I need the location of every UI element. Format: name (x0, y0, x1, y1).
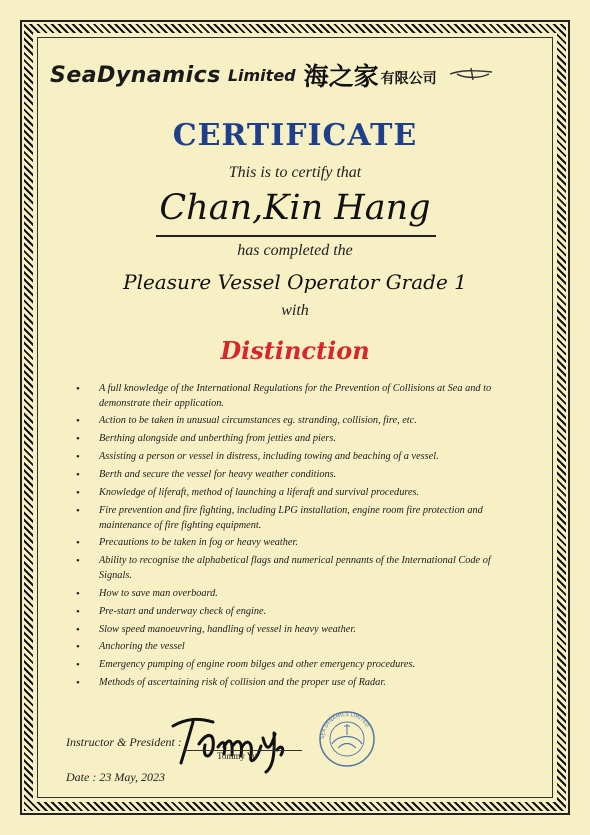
competency-item: • Assisting a person or vessel in distress, including towing and beaching of a vessel. (76, 450, 516, 465)
competency-item: • Slow speed manoeuvring, handling of vessel in heavy weather. (76, 623, 516, 638)
competency-item: • Anchoring the vessel (76, 640, 516, 655)
company-suffix: Limited (227, 65, 296, 85)
company-seal (316, 708, 378, 775)
competency-item: • Knowledge of liferaft, method of launching a liferaft and survival procedures. (76, 486, 516, 501)
issue-date: Date : 23 May, 2023 (66, 770, 165, 784)
competency-item: • Berth and secure the vessel for heavy weather conditions. (76, 468, 516, 483)
company-name: SeaDynamics (50, 62, 221, 88)
instructor-label: Instructor & President : (66, 735, 182, 749)
competency-item: • Precautions to be taken in fog or heavy weather. (76, 536, 516, 551)
company-header (50, 58, 550, 92)
boat-line-icon (449, 64, 493, 87)
recipient-name: Chan,Kin Hang (159, 188, 431, 228)
competency-item: • Methods of ascertaining risk of collision and the proper use of Radar. (76, 676, 516, 691)
competency-list (76, 382, 516, 694)
instructor-name: Tommy Yu (217, 751, 257, 761)
grade: Distinction (220, 336, 370, 365)
competency-item: • Berthing alongside and unberthing from jetties and piers. (76, 432, 516, 447)
competency-item: • Pre-start and underway check of engine. (76, 605, 516, 620)
certify-line: This is to certify that (228, 164, 362, 181)
competency-item: • Ability to recognise the alphabetical flags and numerical pennants of the International Code of Signals. (76, 554, 516, 583)
competency-item: • Emergency pumping of engine room bilges and other emergency procedures. (76, 658, 516, 673)
with-line: with (281, 302, 309, 319)
company-chinese-suffix: 有限公司 (380, 71, 437, 87)
completed-line: has completed the (237, 242, 353, 259)
competency-item: • Action to be taken in unusual circumstances eg. stranding, collision, fire, etc. (76, 414, 516, 429)
signature (165, 710, 295, 779)
company-chinese-name: 海之家 (303, 62, 379, 91)
seal-text: SEA DYNAMICS LIMITED (319, 711, 371, 740)
course-name: Pleasure Vessel Operator Grade 1 (123, 270, 467, 294)
competency-item: • A full knowledge of the International Regulations for the Prevention of Collisions at Sea and to demonstrate their application. (76, 382, 516, 411)
certificate-title: CERTIFICATE (172, 118, 418, 153)
recipient-name-underline (156, 235, 436, 237)
competency-item: • Fire prevention and fire fighting, including LPG installation, engine room fire protection and maintenance of fire fighting equipment. (76, 504, 516, 533)
competency-item: • How to save man overboard. (76, 587, 516, 602)
